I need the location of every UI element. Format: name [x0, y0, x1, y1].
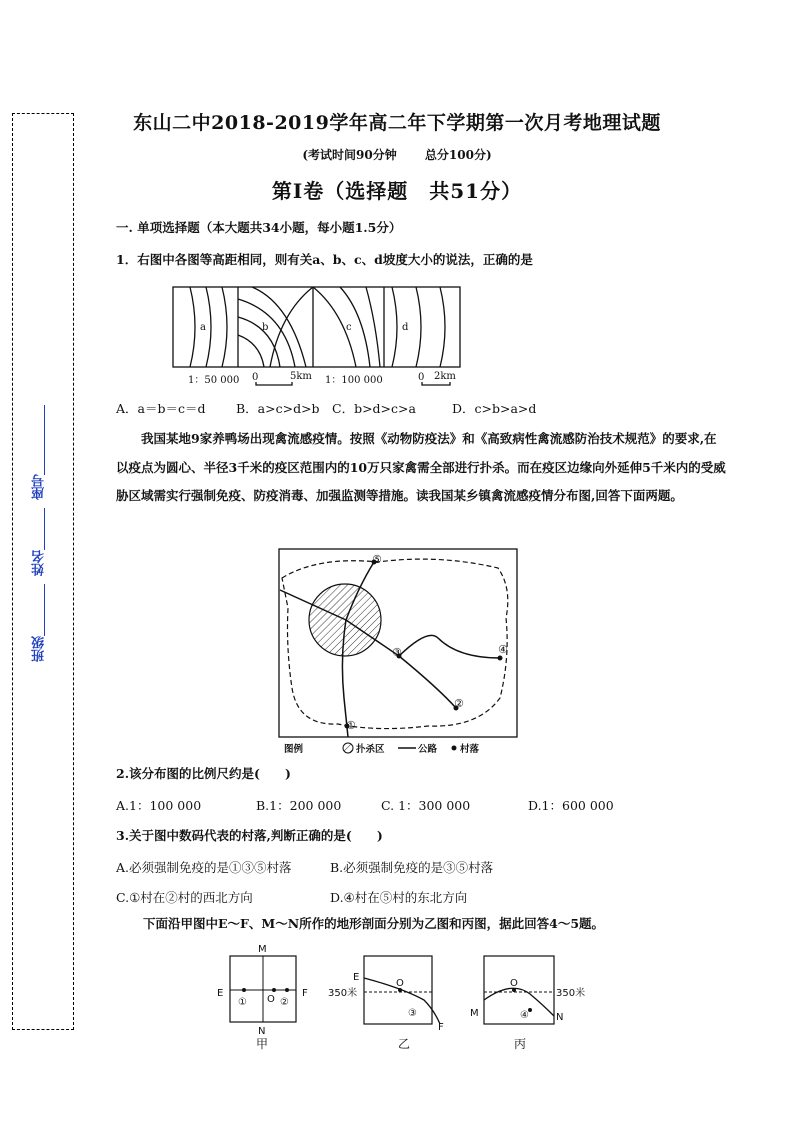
name-underline: [44, 508, 45, 550]
jia-c2: ②: [280, 997, 289, 1008]
q1-option-d[interactable]: D．c>b>a>d: [452, 401, 537, 416]
legend-cull-zone: 扑杀区: [356, 744, 385, 755]
scale-2-zero: 0: [252, 372, 259, 383]
seat-label: 座号: [32, 474, 47, 500]
scale-4-zero: 0: [418, 372, 425, 383]
village-1: ①: [346, 719, 356, 732]
q1-option-b[interactable]: B．a>c>d>b: [236, 401, 320, 416]
q2-option-b[interactable]: B.1：200 000: [256, 798, 342, 813]
figure-jia: [217, 944, 308, 1051]
profile-figures: [212, 938, 602, 1058]
q2-option-a[interactable]: A.1：100 000: [116, 798, 202, 813]
jia-c1: ①: [238, 997, 247, 1008]
q1-stem: 1．右图中各图等高距相同，则有关a、b、c、d坡度大小的说法，正确的是: [116, 252, 533, 267]
bing-c4: ④: [520, 1010, 529, 1021]
q3-option-c[interactable]: C.①村在②村的西北方向: [116, 890, 253, 905]
threat-zone-boundary: [282, 559, 508, 728]
jia-F: F: [302, 988, 308, 999]
bing-O: O: [510, 978, 518, 989]
label-c: c: [346, 322, 352, 333]
label-a: a: [200, 322, 206, 333]
passage-text: 我国某地9家养鸭场出现禽流感疫情。按照《动物防疫法》和《高致病性禽流感防治技术规范》的要求,在以疫点为圆心、半径3千米的疫区范围内的10万只家禽需全部进行扑杀。而在疫区边缘向外延伸5千米内的受威胁区域需实行强制免疫、防疫消毒、加强监测等措施。读我国某乡镇禽流感疫情分布图,回答下面两题。: [116, 431, 726, 503]
legend-title: 图例: [284, 744, 304, 755]
scale-2: 5km: [290, 371, 312, 382]
village-3: ③: [392, 646, 402, 659]
q2-option-c[interactable]: C. 1：300 000: [381, 798, 471, 813]
figure-frame: [173, 287, 460, 367]
yi-label: 乙: [398, 1037, 411, 1051]
part-title: 第Ⅰ卷（选择题 共51分）: [271, 179, 523, 203]
epidemic-map: [278, 548, 518, 760]
bing-M: M: [470, 1008, 479, 1019]
bing-label: 丙: [514, 1037, 527, 1051]
q1-contour-figure: [170, 283, 465, 388]
yi-c3: ③: [408, 1008, 417, 1019]
exam-time: (考试时间90分钟: [302, 148, 397, 162]
jia-N: N: [258, 1026, 266, 1037]
q3-option-b[interactable]: B.必须强制免疫的是③⑤村落: [330, 860, 494, 875]
legend-village: 村落: [460, 744, 480, 755]
jia-E: E: [217, 988, 224, 999]
jia-M: M: [258, 944, 267, 955]
yi-F: F: [438, 1022, 444, 1033]
exam-info: [0, 146, 794, 163]
figure-bing: [470, 956, 585, 1051]
scale-1: 1：50 000: [188, 375, 240, 386]
scale-4: 2km: [434, 371, 456, 382]
figure-yi: [328, 956, 444, 1051]
seat-underline: [44, 405, 45, 475]
q45-stem: 下面沿甲图中E～F、M～N所作的地形剖面分别为乙图和丙图，据此回答4～5题。: [143, 916, 605, 931]
exam-total: 总分100分): [424, 148, 492, 162]
q1-options: [116, 399, 676, 417]
bing-level: 350米: [556, 988, 586, 999]
village-5: ⑤: [372, 553, 382, 566]
q1-option-c[interactable]: C．b>d>c>a: [332, 401, 416, 416]
label-b: b: [262, 322, 269, 333]
scale-3: 1：100 000: [325, 375, 383, 386]
bing-N: N: [556, 1012, 564, 1023]
class-label: 班级: [32, 636, 47, 662]
section-heading: 一. 单项选择题（本大题共34小题，每小题1.5分）: [116, 220, 402, 235]
q2-option-d[interactable]: D.1：600 000: [528, 798, 614, 813]
exam-title: 东山二中2018-2019学年高二年下学期第一次月考地理试题: [133, 112, 661, 134]
name-label: 姓名: [32, 550, 47, 576]
road-se: [399, 656, 456, 708]
yi-level: 350米: [328, 988, 358, 999]
label-d: d: [402, 322, 409, 333]
jia-label: 甲: [256, 1037, 269, 1051]
q3-stem: 3.关于图中数码代表的村落,判断正确的是( ): [116, 828, 383, 843]
road-east: [399, 635, 500, 658]
q2-stem: 2.该分布图的比例尺约是( ): [116, 766, 291, 781]
legend-road: 公路: [418, 744, 438, 755]
village-4: ④: [498, 643, 508, 656]
jia-O: O: [267, 994, 275, 1005]
yi-O: O: [396, 978, 404, 989]
class-underline: [44, 584, 45, 636]
q1-option-a[interactable]: A．a＝b＝c＝d: [116, 401, 206, 416]
q2-options: [116, 796, 716, 814]
yi-E: E: [353, 972, 360, 983]
village-2: ②: [454, 697, 464, 710]
q3-option-a[interactable]: A.必须强制免疫的是①③⑤村落: [116, 860, 292, 875]
q3-option-d[interactable]: D.④村在⑤村的东北方向: [330, 890, 468, 905]
